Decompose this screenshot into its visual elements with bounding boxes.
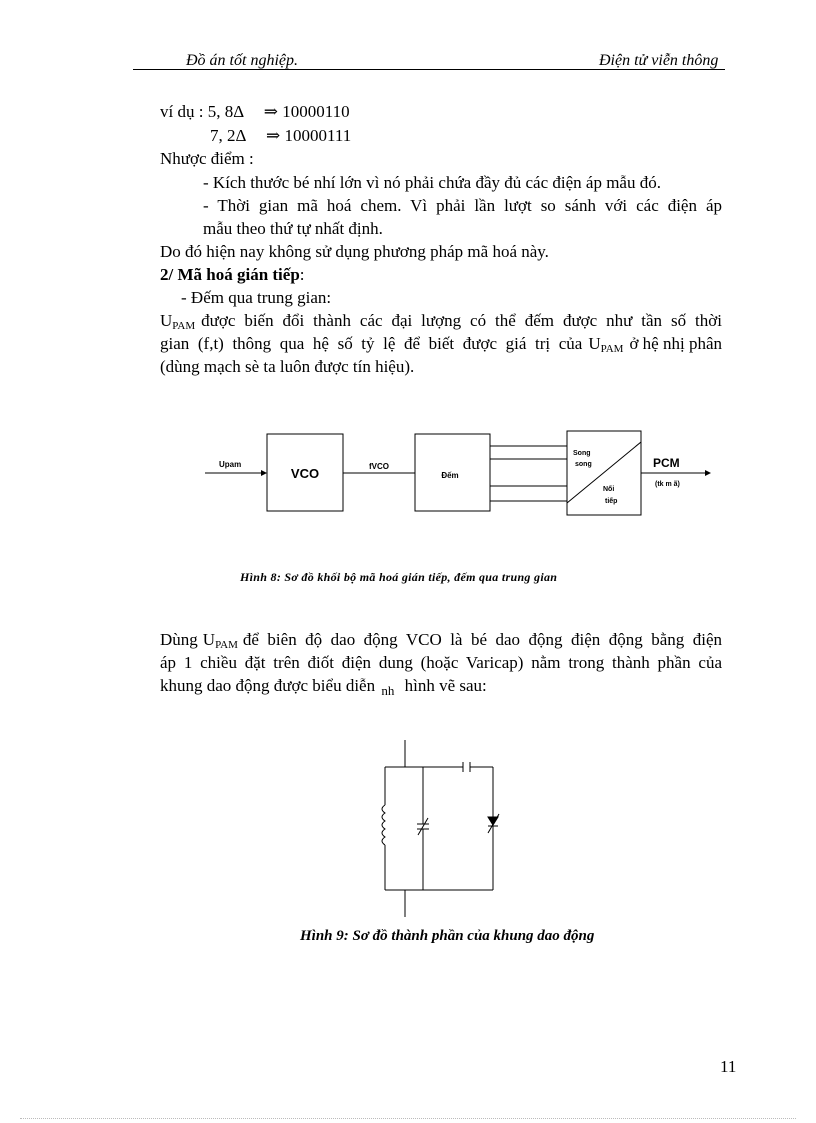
para2-line1 xyxy=(160,628,722,651)
section2-title: 2/ Mã hoá gián tiếp xyxy=(160,265,300,284)
section2-colon: : xyxy=(299,265,305,284)
inductor-icon xyxy=(382,805,385,845)
figure8-block-diagram xyxy=(195,425,725,525)
para2-dung: Dùng xyxy=(160,630,198,649)
example2-value: 7, 2Δ xyxy=(210,126,246,145)
section2-heading xyxy=(160,263,305,286)
converter-bottom-label-2: tiếp xyxy=(605,498,618,505)
input-arrowhead xyxy=(261,470,267,476)
disadvantage-title: Nhược điểm : xyxy=(160,149,254,168)
para1-line2 xyxy=(160,332,722,355)
converter-top-label-2: song xyxy=(575,461,592,468)
page-number: 11 xyxy=(720,1057,737,1076)
u-pam-term: $U_{PAM}$ xyxy=(160,311,196,332)
example-line-1 xyxy=(160,100,350,123)
figure8-caption: Hình 8: Sơ đồ khối bộ mã hoá gián tiếp, đếm qua trung gian xyxy=(240,570,558,584)
header-right: Điện tử viễn thông xyxy=(599,52,719,69)
figure9-circuit xyxy=(360,735,520,920)
page-bottom-edge xyxy=(20,1118,796,1119)
pcm-sub-label: (tk m ã) xyxy=(655,481,680,488)
vco-label: VCO xyxy=(290,466,320,481)
disadvantage-2b: mẫu theo thứ tự nhất định. xyxy=(203,219,383,238)
pcm-label: PCM xyxy=(653,456,680,470)
implies-icon: ⇒ xyxy=(266,126,281,145)
u-pam-term: $U_{PAM}$ xyxy=(588,334,624,355)
output-arrowhead xyxy=(705,470,711,476)
fvco-label: fVCO xyxy=(369,462,389,471)
u-pam-term: $U_{PAM}$ xyxy=(202,630,238,651)
para2-line2: áp 1 chiều đặt trên điốt điện dung (hoặc Varicap) nằm trong thành phần của xyxy=(160,653,722,672)
counter-label: Đếm xyxy=(441,471,459,480)
example1-code: 10000110 xyxy=(282,102,350,121)
header-left: Đồ án tốt nghiệp. xyxy=(186,52,298,69)
para1-line3: (dùng mạch sè ta luôn được tín hiệu). xyxy=(160,357,415,376)
header-rule xyxy=(133,69,725,70)
example2-code: 10000111 xyxy=(284,126,352,145)
para2-line3-text-c: hình vẽ sau: xyxy=(404,676,487,695)
para2-line3-text-a: khung dao động được biểu diễn xyxy=(160,676,376,695)
para2-line1-text: để biên độ dao động VCO là bé dao động điện động bằng điện xyxy=(242,630,722,649)
para1-line1 xyxy=(160,309,722,332)
implies-icon: ⇒ xyxy=(263,102,278,121)
example-label: ví dụ : 5, 8Δ xyxy=(160,102,244,121)
converter-top-label: Song xyxy=(573,450,591,457)
para1-line1-text: được biến đổi thành các đại lượng có thể đếm được như tần số thời xyxy=(201,311,722,330)
disadvantage-2a: - Thời gian mã hoá chem. Vì phải lần lượt so sánh với các điện áp xyxy=(203,196,722,215)
input-label: Upam xyxy=(219,460,242,469)
para1-line2-text-b: ở hệ nhị phân xyxy=(629,334,722,353)
figure9-caption: Hình 9: Sơ đồ thành phần của khung dao động xyxy=(300,928,595,944)
conclusion: Do đó hiện nay không sử dụng phương pháp mã hoá này. xyxy=(160,242,549,261)
example-line-2 xyxy=(210,124,351,147)
disadvantage-1: - Kích thước bé nhí lớn vì nó phải chứa đầy đủ các điện áp mẫu đó. xyxy=(203,173,661,192)
para2-line3 xyxy=(160,674,487,698)
para1-line2-text-a: gian (f,t) thông qua hệ số tỷ lệ để biết được giá trị của xyxy=(160,334,583,353)
count-item: - Đếm qua trung gian: xyxy=(181,288,332,307)
converter-bottom-label: Nối xyxy=(603,486,615,493)
para2-line3-fragment: nh xyxy=(381,683,395,698)
